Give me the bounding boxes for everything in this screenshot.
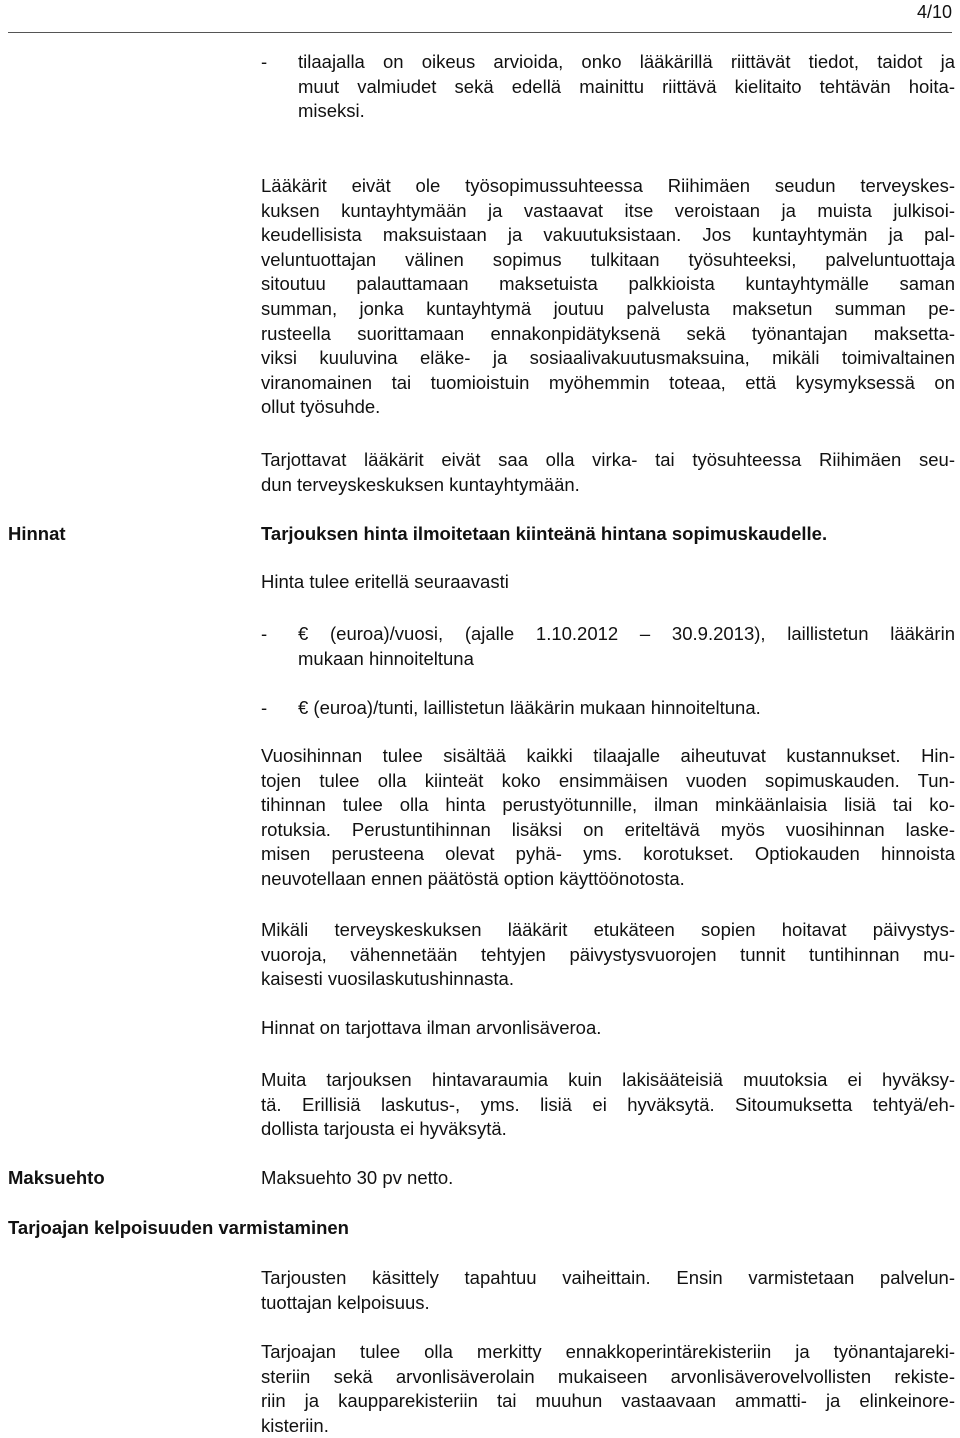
bullet-dash: - [261,697,268,718]
bullet-year-line-2: mukaan hinnoiteltuna [298,647,474,669]
reservations-line-2: tä. Erillisiä laskutus-, yms. lisiä ei hyväksytä. Sitoumuksetta tehtyä/eh- [261,1093,955,1115]
paragraph-oncall [261,918,955,992]
intro-bullet-line-2: muut valmiudet sekä edellä mainittu riittävä kielitaito tehtävän hoita- [298,75,955,97]
paragraph-registers [261,1340,955,1438]
bullet-hour-price [261,696,955,721]
registers-line-2: steriin sekä arvonlisäverolain mukaiseen arvonlisäverovelvollisten rekiste- [261,1365,955,1387]
section-heading-prices: Hinnat [8,523,66,544]
bullet-hour-text: € (euroa)/tunti, laillistetun lääkärin mukaan hinnoiteltuna. [298,697,761,718]
oncall-line-1: Mikäli terveyskeskuksen lääkärit etukäteen sopien hoitavat päivystys- [261,919,955,940]
employment-line-8: viksi kuuluvina eläke- ja sosiaalivakuutusmaksuina, mikäli toimivaltainen [261,347,955,369]
phases-line-2: tuottajan kelpoisuus. [261,1291,430,1313]
employment-line-4: veluntuottajan välinen sopimus tulkitaan työsuhteeksi, palveluntuottaja [261,248,955,270]
employment-line-3: keudellisista maksuistaan ja vakuutuksistaan. Jos kuntayhtymän ja pal- [261,224,955,246]
employment-line-9: viranomainen tai tuomioistuin myöhemmin toteaa, että kysymyksessä on [261,371,955,393]
oncall-line-2: vuoroja, vähennetään tehtyjen päivystysvuorojen tunnit tuntihinnan mu- [261,943,955,965]
employment-line-1: Lääkärit eivät ole työsopimussuhteessa Riihimäen seudun terveyskes- [261,175,955,196]
prices-bold-line: Tarjouksen hinta ilmoitetaan kiinteänä hintana sopimuskaudelle. [261,523,828,544]
annual-line-1: Vuosihinnan tulee sisältää kaikki tilaajalle aiheutuvat kustannukset. Hin- [261,745,955,766]
registers-line-4: kisteriin. [261,1414,329,1436]
paragraph-annual-price [261,744,955,892]
employment-line-7: rusteella suorittamaan ennakonpidätyksenä sekä työnantajan maksetta- [261,322,955,344]
intro-bullet-line-1: tilaajalla on oikeus arvioida, onko lääkärillä riittävät tiedot, taidot ja [298,51,955,72]
oncall-line-3: kaisesti vuosilaskutushinnasta. [261,968,514,990]
annual-line-5: misen perusteena olevat pyhä- yms. korotukset. Optiokauden hinnoista [261,843,955,865]
registers-line-3: riin ja kaupparekisteriin tai muuhun vastaavaan ammatti- ja elinkeinore- [261,1390,955,1412]
bullet-dash: - [261,51,268,72]
annual-line-6: neuvotellaan ennen päätöstä option käyttöönotosta. [261,867,685,889]
annual-line-2: tojen tulee olla kiinteät koko ensimmäisen vuoden sopimuskauden. Tun- [261,769,955,791]
paragraph-offerers [261,448,955,497]
reservations-line-1: Muita tarjouksen hintavaraumia kuin lakisääteisiä muutoksia ei hyväksy- [261,1069,955,1090]
employment-line-2: kuksen kuntayhtymään ja vastaavat itse veroistaan ja muista julkisoi- [261,199,955,221]
bullet-year-price [261,622,955,671]
paragraph-phases [261,1266,955,1315]
page-number: 4/10 [916,2,952,22]
intro-bullet-line-3: miseksi. [298,100,365,122]
bullet-dash: - [261,623,268,644]
paragraph-vat: Hinnat on tarjottava ilman arvonlisäveroa. [261,1017,602,1038]
section-heading-payment: Maksuehto [8,1167,105,1188]
employment-line-6: summan, jonka kuntayhtymä joutuu palvelusta maksetun summan pe- [261,297,955,319]
section-heading-qualification: Tarjoajan kelpoisuuden varmistaminen [8,1217,349,1238]
reservations-line-3: dollista tarjousta ei hyväksytä. [261,1118,507,1140]
bullet-year-line-1: € (euroa)/vuosi, (ajalle 1.10.2012 – 30.9.2013), laillistetun lääkärin [298,623,955,644]
registers-line-1: Tarjoajan tulee olla merkitty ennakkoperintärekisteriin ja työnantajareki- [261,1341,955,1362]
employment-line-5: sitoutuu palauttamaan maksetuista palkkioista kuntayhtymälle saman [261,273,955,295]
prices-subline: Hinta tulee eritellä seuraavasti [261,571,509,592]
paragraph-reservations [261,1068,955,1142]
intro-bullet [261,50,955,124]
offerers-line-1: Tarjottavat lääkärit eivät saa olla virka- tai työsuhteessa Riihimäen seu- [261,449,955,470]
employment-line-10: ollut työsuhde. [261,396,381,418]
payment-terms-text: Maksuehto 30 pv netto. [261,1167,454,1188]
offerers-line-2: dun terveyskeskuksen kuntayhtymään. [261,473,580,495]
top-rule [8,32,952,33]
paragraph-employment [261,174,955,420]
annual-line-4: rotuksia. Perustuntihinnan lisäksi on eriteltävä myös vuosihinnan laske- [261,818,955,840]
annual-line-3: tihinnan tulee olla hinta perustyötunnille, ilman minkäänlaisia lisiä tai ko- [261,794,955,816]
phases-line-1: Tarjousten käsittely tapahtuu vaiheittain. Ensin varmistetaan palvelun- [261,1267,955,1288]
